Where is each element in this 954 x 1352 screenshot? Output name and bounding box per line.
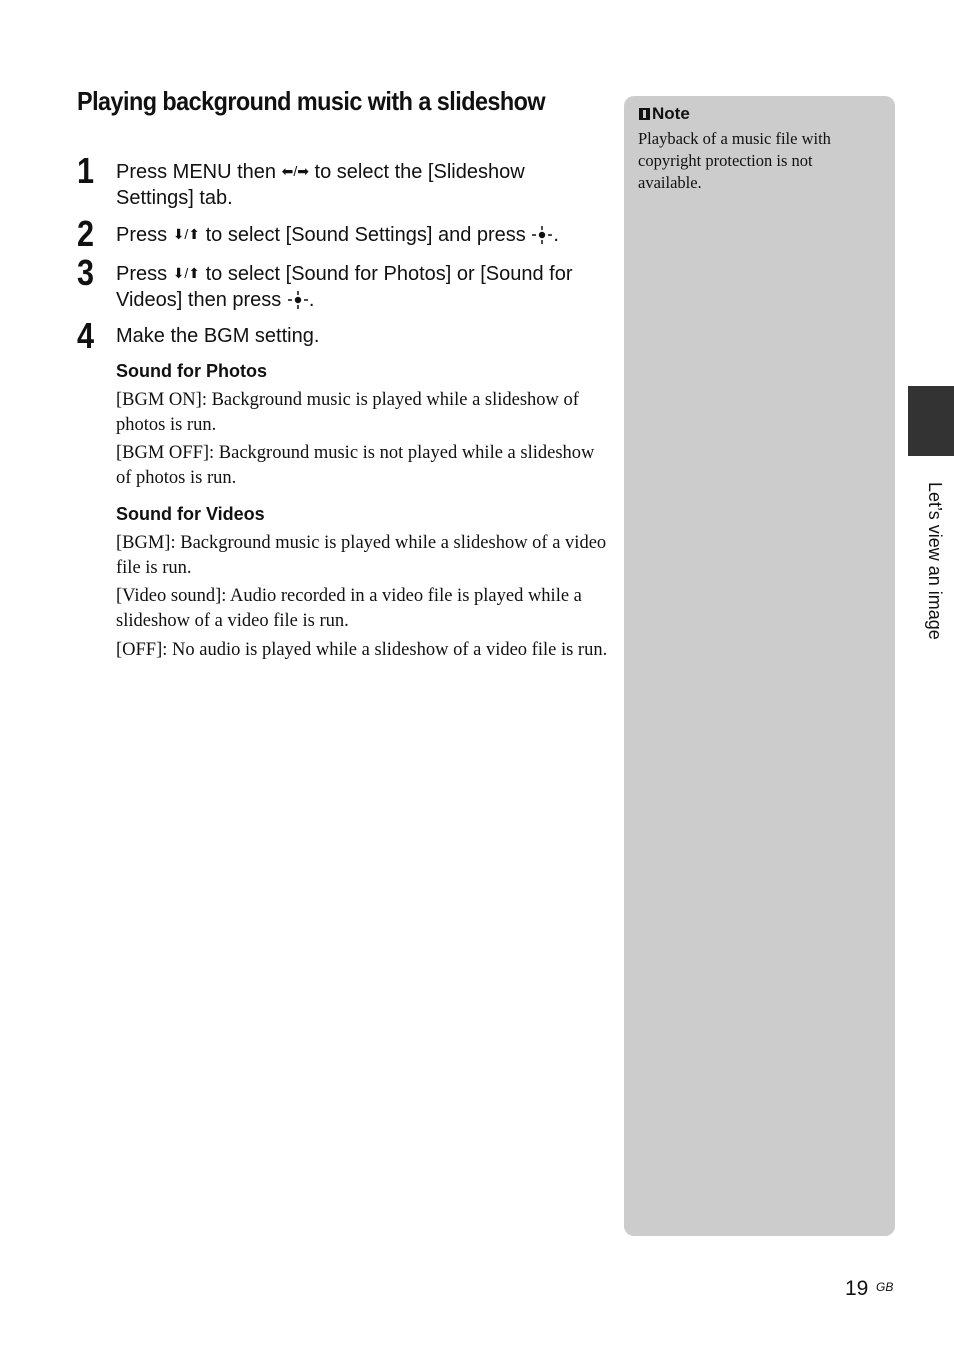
left-right-arrow-icon: ⬅/➡	[281, 163, 309, 179]
step-number: 1	[77, 150, 95, 191]
note-heading: Note	[639, 104, 690, 124]
section-label: Let’s view an image	[925, 482, 945, 640]
section-heading-photos: Sound for Photos	[116, 361, 267, 381]
section-tab-marker	[908, 386, 954, 456]
option-description: [Video sound]: Audio recorded in a video file is played while a slideshow of a video file is run.	[116, 586, 582, 631]
step-text: Press ⬇/⬆ to select [Sound Settings] and press .	[116, 224, 559, 246]
step-text: Press ⬇/⬆ to select [Sound for Photos] or [Sound for Videos] then press .	[116, 263, 573, 311]
step-number: 3	[77, 252, 95, 293]
step-number: 2	[77, 213, 95, 254]
page-number: 19	[845, 1277, 869, 1300]
option-description: [OFF]: No audio is played while a slideshow of a video file is run.	[116, 640, 608, 660]
down-up-arrow-icon: ⬇/⬆	[172, 265, 201, 281]
note-text: Playback of a music file with copyright protection is not available.	[638, 129, 831, 192]
option-description: [BGM]: Background music is played while a slideshow of a video file is run.	[116, 533, 607, 578]
down-up-arrow-icon: ⬇/⬆	[172, 226, 201, 242]
enter-button-icon	[531, 225, 553, 245]
note-sidebar	[624, 96, 895, 1236]
step-number: 4	[77, 315, 95, 356]
step-text: Make the BGM setting.	[116, 325, 320, 347]
enter-button-icon	[287, 290, 309, 310]
section-heading-videos: Sound for Videos	[116, 504, 265, 524]
note-icon	[639, 108, 650, 120]
page-title: Playing background music with a slideshow	[77, 86, 546, 116]
option-description: [BGM OFF]: Background music is not played while a slideshow of photos is run.	[116, 443, 595, 488]
region-code: GB	[876, 1280, 894, 1294]
step-text: Press MENU then ⬅/➡ to select the [Slideshow Settings] tab.	[116, 161, 525, 209]
option-description: [BGM ON]: Background music is played while a slideshow of photos is run.	[116, 390, 579, 435]
